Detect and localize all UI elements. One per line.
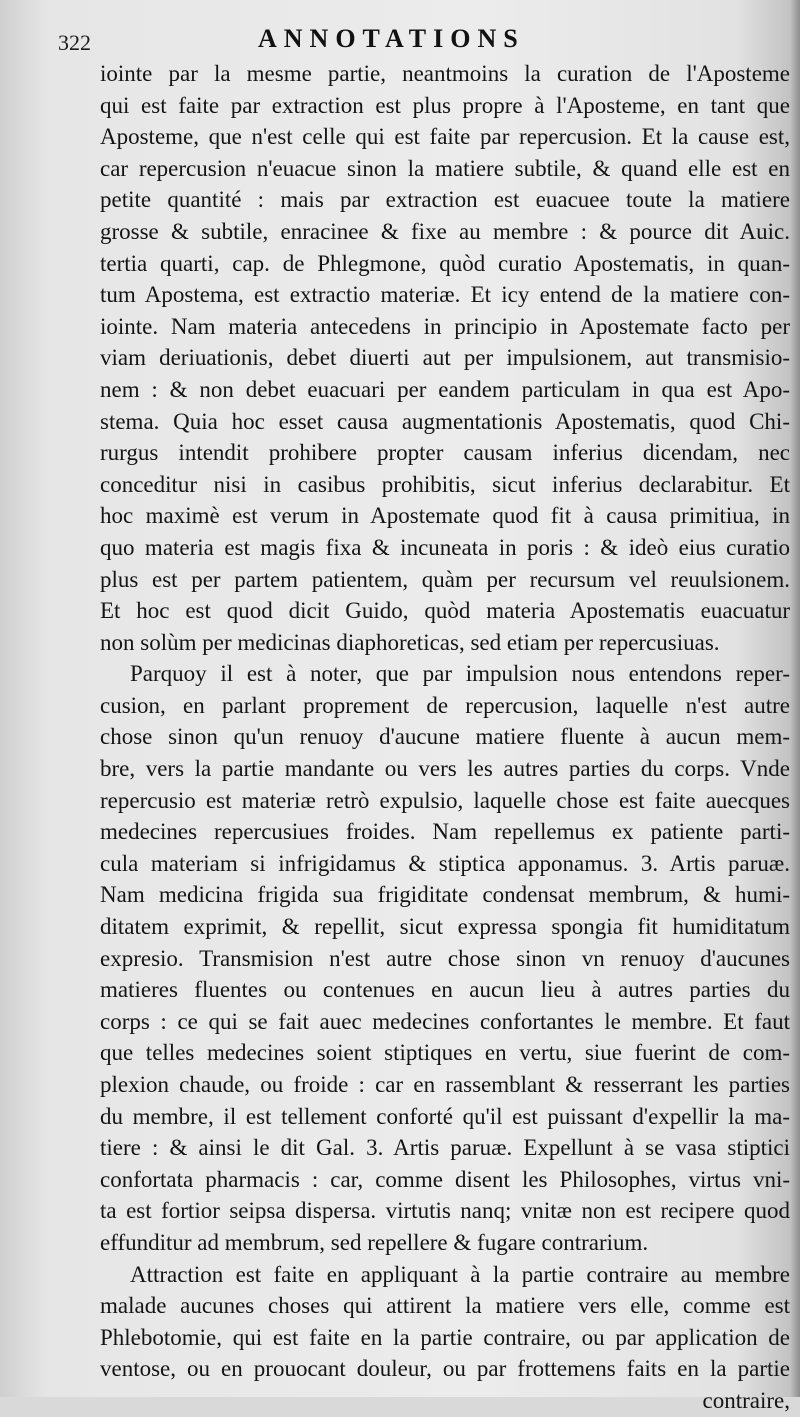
text-line: quo materia est magis fixa & incuneata in poris : & ideò eius curatio [100,534,790,560]
text-line: confortata pharmacis : car, comme disent les Philosophes, virtus vni- [100,1166,790,1192]
page-edge-shadow [790,0,800,1397]
text-line: ta est fortior seipsa dispersa. virtutis nanq; vnitæ non est recipere quod [100,1198,790,1224]
page-number: 322 [58,30,91,55]
text-line: du membre, il est tellement conforté qu'il est puissant d'expellir la ma- [100,1103,790,1129]
text-line: Phlebotomie, qui est faite en la partie contraire, ou par application de [100,1324,790,1350]
text-line: effunditur ad membrum, sed repellere & fugare contrarium. [100,1229,649,1255]
paragraph-start-line: Attraction est faite en appliquant à la partie contraire au membre [130,1261,790,1287]
body-text [100,58,790,1417]
text-line: tum Apostema, est extractio materiæ. Et icy entend de la matiere con- [100,282,790,308]
text-line: que telles medecines soient stiptiques en vertu, siue fuerint de com- [100,1040,790,1066]
text-line: nem : & non debet euacuari per eandem particulam in qua est Apo- [100,376,790,402]
text-line: non solùm per medicinas diaphoreticas, sed etiam per repercusiuas. [100,629,720,655]
text-line: cusion, en parlant proprement de repercusion, laquelle n'est autre [100,692,790,718]
running-head: ANNOTATIONS [258,24,525,53]
text-line: iointe. Nam materia antecedens in principio in Apostemate facto per [100,313,790,339]
text-line: ditatem exprimit, & repellit, sicut expressa spongia fit humiditatum [100,914,790,940]
text-line: Et hoc est quod dicit Guido, quòd materia Apostematis euacuatur [100,598,790,624]
text-line: tertia quarti, cap. de Phlegmone, quòd curatio Apostematis, in quan- [100,250,790,276]
text-line: chose sinon qu'un renuoy d'aucune matiere fluente à aucun mem- [100,724,790,750]
text-line: expresio. Transmision n'est autre chose sinon vn renuoy d'aucunes [100,945,790,971]
text-line: medecines repercusiues froides. Nam repellemus ex patiente parti- [100,819,790,845]
text-line: iointe par la mesme partie, neantmoins la curation de l'Aposteme [100,61,790,86]
text-line: bre, vers la partie mandante ou vers les autres parties du corps. Vnde [100,756,790,782]
text-line: malade aucunes choses qui attirent la matiere vers elle, comme est [100,1293,790,1319]
text-line: corps : ce qui se fait auec medecines confortantes le membre. Et faut [100,1008,790,1034]
text-line: viam deriuationis, debet diuerti aut per impulsionem, aut transmisio- [100,345,790,371]
text-line: Nam medicina frigida sua frigiditate condensat membrum, & humi- [100,882,790,908]
text-line: qui est faite par extraction est plus propre à l'Aposteme, en tant que [100,92,790,118]
paragraph-start-line: Parquoy il est à noter, que par impulsion nous entendons reper- [130,661,790,687]
text-line: conceditur nisi in casibus prohibitis, sicut inferius declarabitur. Et [100,471,790,497]
page-header [0,18,800,58]
text-line: stema. Quia hoc esset causa augmentationis Apostematis, quod Chi- [100,408,790,434]
text-line: car repercusion n'euacue sinon la matiere subtile, & quand elle est en [100,155,790,181]
text-line: grosse & subtile, enracinee & fixe au membre : & pource dit Auic. [100,218,790,244]
text-line: petite quantité : mais par extraction est euacuee toute la matiere [100,187,790,213]
text-line: tiere : & ainsi le dit Gal. 3. Artis paruæ. Expellunt à se vasa stiptici [100,1135,790,1161]
text-line: rurgus intendit prohibere propter causam inferius dicendam, nec [100,440,790,466]
text-line: matieres fluentes ou contenues en aucun lieu à autres parties du [100,977,790,1003]
text-line: Aposteme, que n'est celle qui est faite par repercusion. Et la cause est, [100,124,790,150]
text-line: plus est per partem patientem, quàm per recursum vel reuulsionem. [100,566,790,592]
text-line: cula materiam si infrigidamus & stiptica apponamus. 3. Artis paruæ. [100,850,790,876]
text-line: plexion chaude, ou froide : car en rassemblant & resserrant les parties [100,1072,790,1097]
catchword: contraire, [702,1387,790,1413]
text-line: repercusio est materiæ retrò expulsio, laquelle chose est faite auecques [100,787,790,813]
text-line: ventose, ou en prouocant douleur, ou par frottemens faits en la partie [100,1356,790,1382]
text-line: hoc maximè est verum in Apostemate quod fit à causa primitiua, in [100,503,790,529]
